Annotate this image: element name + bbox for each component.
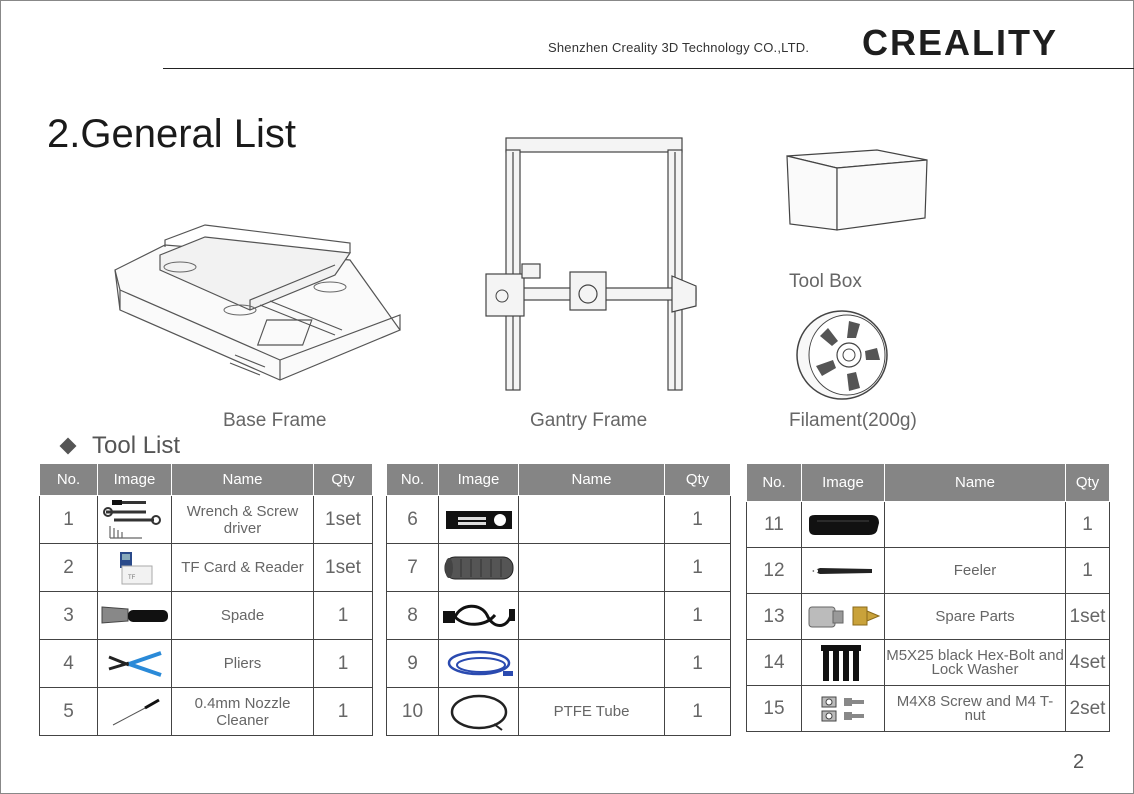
row-no: 15 (747, 686, 802, 732)
row-qty: 1 (314, 592, 373, 640)
table-row (40, 496, 373, 544)
row-name (519, 640, 665, 688)
caption-tool-box: Tool Box (789, 271, 862, 292)
row-no: 14 (747, 640, 802, 686)
row-name (519, 544, 665, 592)
row-qty: 2set (1066, 686, 1110, 732)
table-row (747, 502, 1110, 548)
table-row (747, 594, 1110, 640)
col-no: No. (40, 464, 98, 496)
caption-gantry-frame: Gantry Frame (530, 410, 648, 431)
bracket-plate-icon (444, 508, 514, 532)
row-name (885, 502, 1066, 548)
pliers-icon (105, 647, 165, 681)
row-no: 13 (747, 594, 802, 640)
feeler-icon (808, 564, 878, 578)
row-name: TF Card & Reader (172, 544, 314, 592)
table-row (387, 688, 731, 736)
col-no: No. (747, 464, 802, 502)
row-qty: 1 (665, 592, 731, 640)
table-row (40, 592, 373, 640)
table-row (387, 496, 731, 544)
table-header (40, 464, 373, 496)
table-row (40, 688, 373, 736)
page-number: 2 (1073, 751, 1085, 773)
table-row (747, 548, 1110, 594)
row-no: 8 (387, 592, 439, 640)
brand-logo: CREALITY (862, 22, 1058, 63)
table-header (747, 464, 1110, 502)
row-name: Spade (172, 592, 314, 640)
row-qty: 4set (1066, 640, 1110, 686)
table-row (387, 640, 731, 688)
col-image: Image (802, 464, 885, 502)
caption-base-frame: Base Frame (223, 410, 327, 431)
row-no: 6 (387, 496, 439, 544)
row-no: 1 (40, 496, 98, 544)
tool-box-image (782, 146, 932, 234)
section-title (62, 432, 180, 460)
row-qty: 1set (314, 544, 373, 592)
row-qty: 1 (314, 640, 373, 688)
row-no: 5 (40, 688, 98, 736)
row-qty: 1 (665, 544, 731, 592)
row-qty: 1 (665, 640, 731, 688)
col-name: Name (885, 464, 1066, 502)
table-row (747, 640, 1110, 686)
tool-table-3 (746, 463, 1110, 732)
table-row (747, 686, 1110, 732)
row-no: 12 (747, 548, 802, 594)
spade-icon (100, 601, 170, 631)
row-name: Pliers (172, 640, 314, 688)
row-no: 9 (387, 640, 439, 688)
row-no: 4 (40, 640, 98, 688)
spool-holder-icon (441, 553, 517, 583)
wrench-screwdriver-icon (102, 498, 168, 542)
row-name (519, 496, 665, 544)
row-name: M4X8 Screw and M4 T- nut (885, 686, 1066, 732)
row-no: 10 (387, 688, 439, 736)
col-name: Name (519, 464, 665, 496)
filament-spool-image (792, 308, 892, 403)
section-title-text: Tool List (92, 432, 181, 459)
t-nut-icon (818, 693, 868, 725)
hex-bolt-icon (818, 643, 868, 683)
rubber-pad-icon (805, 513, 881, 537)
col-qty: Qty (314, 464, 373, 496)
power-cable-icon (441, 599, 517, 633)
col-image: Image (439, 464, 519, 496)
col-qty: Qty (1066, 464, 1110, 502)
row-no: 11 (747, 502, 802, 548)
row-qty: 1 (665, 496, 731, 544)
row-name: Spare Parts (885, 594, 1066, 640)
row-name: PTFE Tube (519, 688, 665, 736)
col-image: Image (98, 464, 172, 496)
tool-table-2 (386, 463, 731, 736)
row-name (519, 592, 665, 640)
row-qty: 1 (1066, 548, 1110, 594)
col-name: Name (172, 464, 314, 496)
gantry-frame-image (482, 136, 702, 392)
caption-filament: Filament(200g) (789, 410, 917, 431)
row-qty: 1 (665, 688, 731, 736)
table-header (387, 464, 731, 496)
header-divider (163, 68, 1134, 69)
usb-cable-icon (441, 647, 517, 681)
ptfe-tube-icon (444, 692, 514, 732)
table-row (40, 544, 373, 592)
row-name: Feeler (885, 548, 1066, 594)
nozzle-cleaner-icon (105, 695, 165, 729)
col-no: No. (387, 464, 439, 496)
row-no: 3 (40, 592, 98, 640)
row-no: 2 (40, 544, 98, 592)
row-qty: 1 (314, 688, 373, 736)
row-qty: 1set (1066, 594, 1110, 640)
table-row (387, 592, 731, 640)
diamond-bullet-icon (60, 438, 77, 455)
row-no: 7 (387, 544, 439, 592)
row-name: 0.4mm Nozzle Cleaner (172, 688, 314, 736)
tf-card-reader-icon (110, 548, 160, 588)
row-name: M5X25 black Hex-Bolt and Lock Washer (885, 640, 1066, 686)
row-name: Wrench & Screw driver (172, 496, 314, 544)
table-row (40, 640, 373, 688)
row-qty: 1 (1066, 502, 1110, 548)
col-qty: Qty (665, 464, 731, 496)
spare-parts-icon (803, 599, 883, 635)
table-row (387, 544, 731, 592)
svg-text:TF: TF (127, 574, 135, 581)
row-qty: 1set (314, 496, 373, 544)
page-title: 2.General List (47, 112, 297, 156)
company-name: Shenzhen Creality 3D Technology CO.,LTD. (548, 40, 810, 55)
base-frame-image (110, 215, 415, 385)
tool-table-1 (39, 463, 373, 736)
